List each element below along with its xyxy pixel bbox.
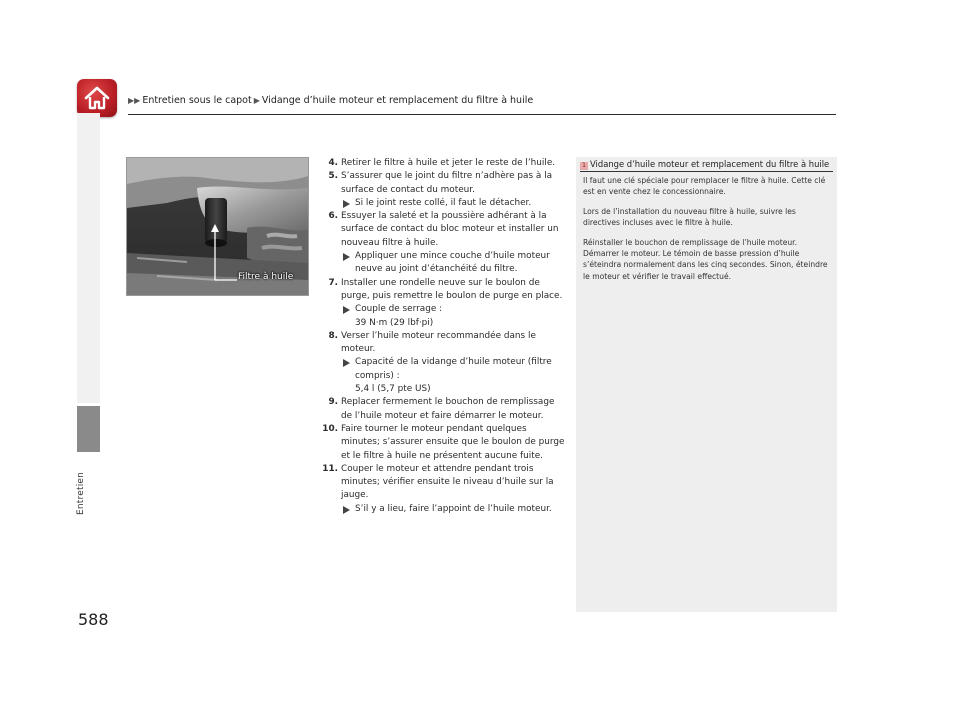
- step-number: 5.: [328, 171, 338, 182]
- note-rule: [580, 171, 833, 172]
- breadcrumb-item-maintenance[interactable]: Entretien sous le capot: [142, 95, 252, 106]
- step-6: [310, 210, 568, 276]
- arrow-right-icon: [343, 253, 350, 261]
- step-note: [341, 250, 568, 277]
- step-8: [310, 330, 568, 396]
- note-paragraph: Il faut une clé spéciale pour remplacer le filtre à huile. Cette clé est en vente chez le concessionnaire.: [583, 176, 826, 197]
- note-paragraph: Lors de l’installation du nouveau filtre à huile, suivre les directives incluses avec le filtre à huile.: [583, 206, 796, 228]
- oil-filter-callout: Filtre à huile: [238, 272, 294, 282]
- arrow-right-icon: [343, 359, 350, 367]
- step-number: 6.: [328, 211, 338, 222]
- step-text: S’assurer que le joint du filtre n’adhère pas à la surface de contact du moteur.: [341, 171, 553, 195]
- step-text: Couper le moteur et attendre pendant trois minutes; vérifier ensuite le niveau d’huile sur la jauge.: [341, 463, 554, 501]
- step-note: [341, 197, 568, 210]
- note-paragraph: Réinstaller le bouchon de remplissage de l’huile moteur. Démarrer le moteur. Le témoin de basse pression d’huile s’éteindra normalement dans les cinq secondes. Sinon, éteindre le moteur et vérifier le travail effectué.: [583, 237, 828, 281]
- step-11: [310, 463, 568, 516]
- arrow-right-icon: [343, 306, 350, 314]
- side-note-box: [576, 157, 837, 612]
- section-label: Entretien: [76, 471, 86, 515]
- step-note-text: Capacité de la vidange d’huile moteur (filtre compris) :: [355, 357, 552, 381]
- procedure-steps: [310, 157, 568, 516]
- step-9: [310, 396, 568, 423]
- note-title-text: Vidange d’huile moteur et remplacement du filtre à huile: [590, 159, 830, 169]
- step-note: [341, 356, 568, 396]
- step-note: [341, 503, 568, 516]
- step-5: [310, 170, 568, 210]
- step-4: [310, 157, 568, 170]
- step-number: 7.: [328, 277, 338, 288]
- step-number: 8.: [328, 330, 338, 341]
- step-number: 10.: [322, 423, 338, 434]
- step-note-text: S’il y a lieu, faire l’appoint de l’huile moteur.: [355, 503, 552, 514]
- breadcrumb-arrow-icon: ▶▶: [128, 96, 141, 105]
- step-number: 9.: [328, 397, 338, 408]
- step-note: [341, 303, 568, 330]
- arrow-right-icon: [343, 200, 350, 208]
- breadcrumb-arrow-icon: ▶: [253, 96, 260, 105]
- step-text: Verser l’huile moteur recommandée dans le moteur.: [341, 330, 536, 355]
- step-note-text: Couple de serrage :: [355, 304, 443, 315]
- step-note-text: Si le joint reste collé, il faut le détacher.: [355, 197, 532, 208]
- arrow-right-icon: [343, 506, 350, 514]
- step-number: 11.: [322, 463, 338, 474]
- section-tab[interactable]: [77, 406, 100, 452]
- page-number: 588: [78, 610, 109, 629]
- note-body: [583, 175, 831, 290]
- note-reference-icon: 1: [580, 162, 588, 170]
- home-button[interactable]: [77, 79, 117, 117]
- step-number: 4.: [328, 158, 338, 168]
- home-icon: [83, 84, 111, 112]
- step-note-value: 39 N·m (29 lbf·pi): [355, 317, 434, 328]
- step-10: [310, 423, 568, 463]
- breadcrumb: [128, 95, 533, 106]
- step-text: Essuyer la saleté et la poussière adhérant à la surface de contact du bloc moteur et installer un nouveau filtre à huile.: [341, 211, 559, 248]
- note-title: [580, 159, 829, 170]
- engine-photo: [126, 157, 309, 296]
- step-text: Faire tourner le moteur pendant quelques minutes; s’assurer ensuite que le boulon de purge et le filtre à huile ne présentent aucune fuite.: [341, 423, 565, 461]
- step-note-value: 5,4 l (5,7 pte US): [355, 384, 431, 395]
- step-7: [310, 277, 568, 330]
- breadcrumb-item-current: Vidange d’huile moteur et remplacement du filtre à huile: [261, 95, 534, 106]
- side-strip: [77, 113, 100, 403]
- step-text: Installer une rondelle neuve sur le boulon de purge, puis remettre le boulon de purge en place.: [341, 277, 563, 301]
- header-rule: [128, 114, 836, 115]
- step-text: Replacer fermement le bouchon de remplissage de l’huile moteur et faire démarrer le moteur.: [341, 397, 555, 421]
- step-text: Retirer le filtre à huile et jeter le reste de l’huile.: [341, 158, 556, 168]
- step-note-text: Appliquer une mince couche d’huile moteur neuve au joint d’étanchéité du filtre.: [355, 251, 550, 275]
